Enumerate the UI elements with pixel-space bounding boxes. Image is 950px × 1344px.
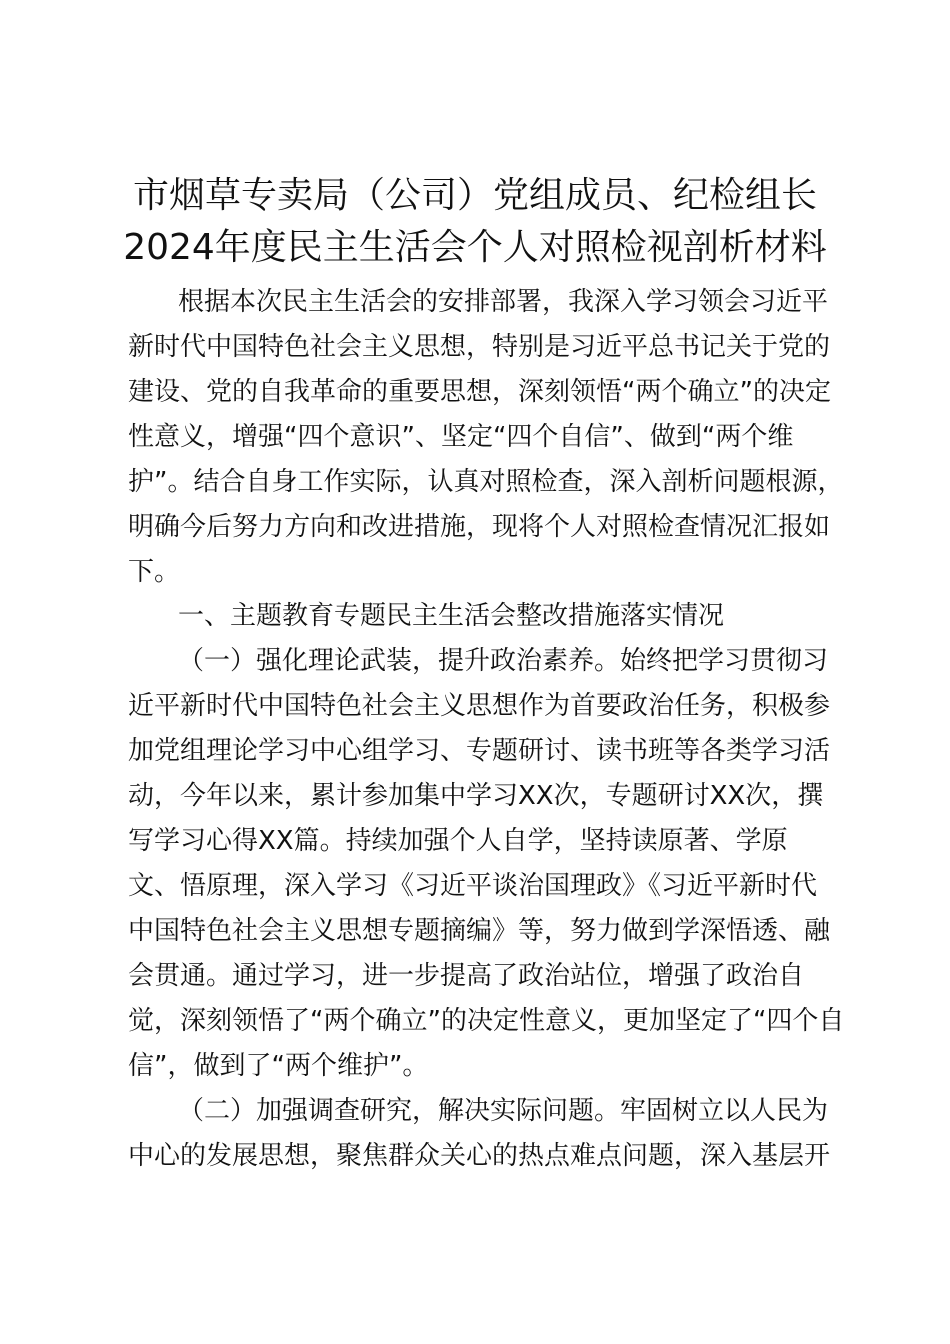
intro-line-7: 下。: [128, 557, 181, 587]
item2-line-2: 中心的发展思想，聚焦群众关心的热点难点问题，深入基层开: [128, 1141, 831, 1171]
intro-line-1: 根据本次民主生活会的安排部署，我深入学习领会习近平: [178, 287, 829, 317]
intro-line-5: 护”。结合自身工作实际，认真对照检查，深入剖析问题根源，: [128, 467, 844, 497]
intro-line-6: 明确今后努力方向和改进措施，现将个人对照检查情况汇报如: [128, 512, 831, 542]
intro-line-4: 性意义，增强“四个意识”、坚定“四个自信”、做到“两个维: [128, 422, 794, 452]
item2-line-1: （二）加强调查研究，解决实际问题。牢固树立以人民为: [178, 1096, 829, 1126]
item1-line-4: 动，今年以来，累计参加集中学习XX次，专题研讨XX次，撰: [128, 781, 824, 811]
item1-line-5: 写学习心得XX篇。持续加强个人自学，坚持读原著、学原: [128, 826, 788, 856]
item1-line-1: （一）强化理论武装，提升政治素养。始终把学习贯彻习: [178, 646, 829, 676]
item1-line-9: 觉，深刻领悟了“两个确立”的决定性意义，更加坚定了“四个自: [128, 1006, 845, 1036]
item1-line-6: 文、悟原理，深入学习《习近平谈治国理政》《习近平新时代: [128, 871, 818, 901]
item1-line-7: 中国特色社会主义思想专题摘编》等，努力做到学深悟透、融: [128, 916, 831, 946]
item1-line-8: 会贯通。通过学习，进一步提高了政治站位，增强了政治自: [128, 961, 805, 991]
intro-line-3: 建设、党的自我革命的重要思想，深刻领悟“两个确立”的决定: [128, 377, 831, 407]
intro-line-2: 新时代中国特色社会主义思想，特别是习近平总书记关于党的: [128, 332, 831, 362]
item1-line-10: 信”，做到了“两个维护”。: [128, 1051, 429, 1081]
item1-line-3: 加党组理论学习中心组学习、专题研讨、读书班等各类学习活: [128, 736, 831, 766]
document-title-line-1: 市烟草专卖局（公司）党组成员、纪检组长: [132, 175, 817, 216]
item1-line-2: 近平新时代中国特色社会主义思想作为首要政治任务，积极参: [128, 691, 831, 721]
section-heading-1: 一、主题教育专题民主生活会整改措施落实情况: [178, 601, 725, 631]
document-title-line-2: 2024年度民主生活会个人对照检视剖析材料: [123, 227, 827, 268]
